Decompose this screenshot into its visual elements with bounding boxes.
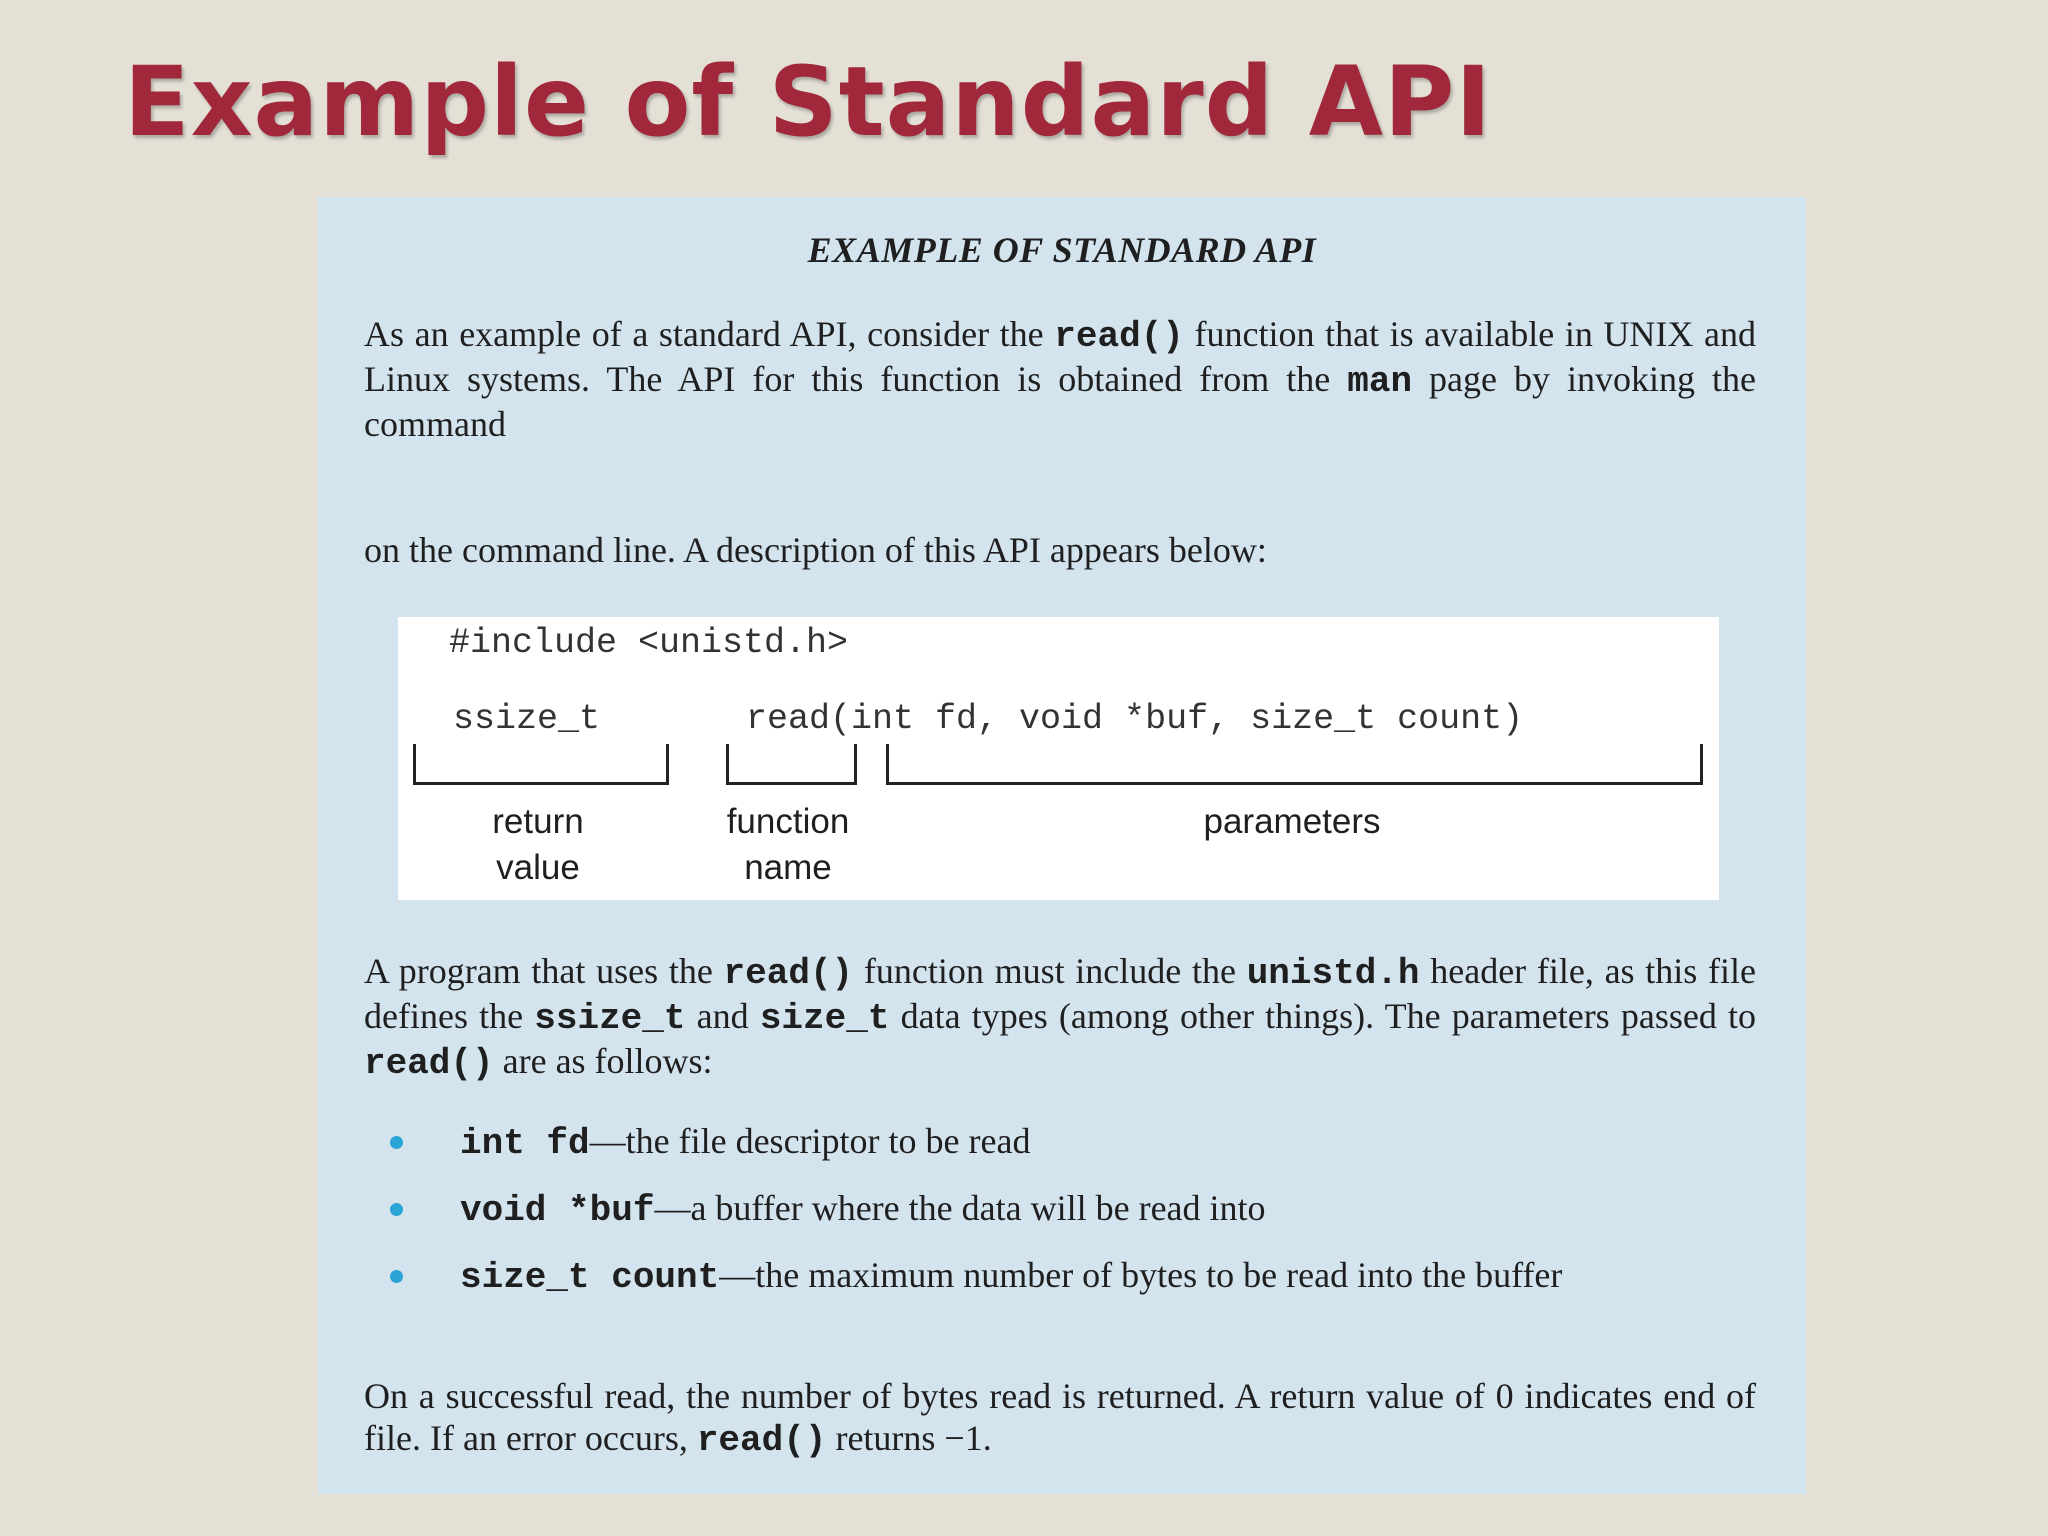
para2-text-1: A program that uses the [364, 951, 724, 991]
label-parameters: parameters [1203, 802, 1381, 841]
intro-text-1: As an example of a standard API, consider the [364, 314, 1055, 354]
para2-code-read: read() [723, 953, 854, 994]
para2-text-5: data types (among other things). The parameters passed to [889, 996, 1756, 1036]
para2-text-6: are as follows: [493, 1041, 713, 1081]
para2-text-4: and [685, 996, 760, 1036]
para3-code-read: read() [696, 1420, 827, 1461]
return-paragraph [364, 1375, 1756, 1462]
return-bracket [413, 744, 669, 785]
bullet-dot-icon [390, 1203, 403, 1216]
list-item [384, 1120, 1756, 1165]
include-line: #include <unistd.h> [449, 623, 849, 663]
param-code: size_t count [460, 1257, 720, 1298]
slide-title: Example of Standard API [124, 46, 1493, 158]
para2-code-ssize: ssize_t [534, 998, 686, 1039]
para2-code-unistd: unistd.h [1246, 953, 1420, 994]
para2-code-size: size_t [759, 998, 890, 1039]
code-diagram [398, 617, 1719, 900]
param-desc: —the file descriptor to be read [589, 1121, 1031, 1161]
param-code: int fd [460, 1123, 590, 1164]
intro-paragraph [364, 313, 1756, 445]
list-item [384, 1254, 1756, 1299]
para3-text-2: returns −1. [826, 1418, 992, 1458]
panel-heading: EXAMPLE OF STANDARD API [807, 230, 1317, 270]
param-code: void *buf [460, 1190, 655, 1231]
function-signature: read(int fd, void *buf, size_t count) [746, 699, 1524, 739]
list-item [384, 1187, 1756, 1232]
para2-code-read-2: read() [364, 1043, 494, 1084]
intro-code-read: read() [1054, 316, 1184, 357]
label-return-value: return value [492, 802, 584, 887]
intro-text-3: page by invoking the command [364, 359, 1756, 444]
header-paragraph [364, 950, 1756, 1085]
bullet-dot-icon [390, 1270, 403, 1283]
parameter-list [384, 1120, 1756, 1321]
para2-text-2: function must include the [853, 951, 1247, 991]
bullet-dot-icon [390, 1136, 403, 1149]
label-function-name: function name [726, 802, 850, 887]
after-command-text: on the command line. A description of this API appears below: [364, 530, 1267, 570]
parameters-bracket [886, 744, 1703, 785]
para3-text-1: On a successful read, the number of bytes read is returned. A return value of 0 indicates end of file. If an error occurs, [364, 1376, 1756, 1458]
function-bracket [726, 744, 857, 785]
param-desc: —a buffer where the data will be read into [654, 1188, 1266, 1228]
intro-text-2: function that is available in UNIX and Linux systems. The API for this function is obtained from the [364, 314, 1756, 399]
para2-text-3: header file, as this file defines the [364, 951, 1756, 1036]
example-panel [318, 197, 1806, 1494]
param-desc: —the maximum number of bytes to be read into the buffer [719, 1255, 1563, 1295]
return-type: ssize_t [453, 699, 601, 739]
intro-code-man: man [1347, 361, 1413, 402]
